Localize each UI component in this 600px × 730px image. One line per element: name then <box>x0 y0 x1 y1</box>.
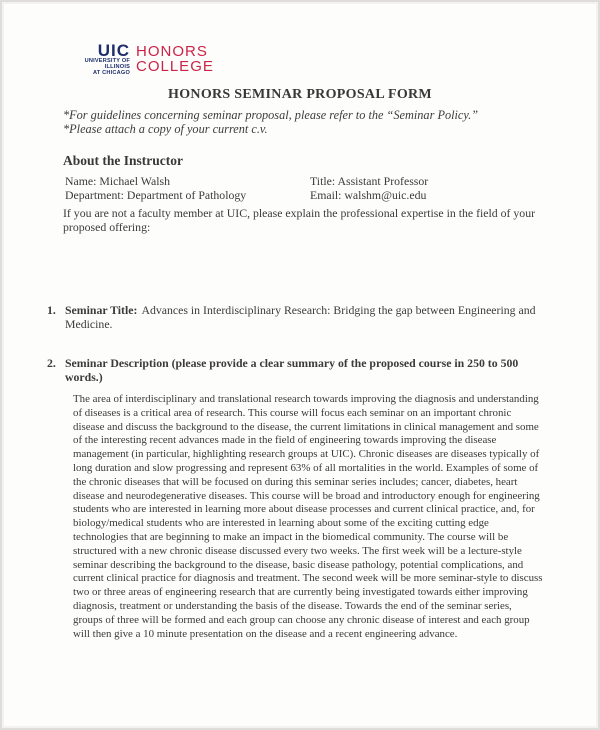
uic-honors-college-logo <box>64 41 214 76</box>
instructor-department-line <box>65 188 246 202</box>
university-of-illinois-text: UNIVERSITY OF ILLINOIS <box>84 58 130 70</box>
email-value: walshm@uic.edu <box>344 188 427 202</box>
name-label: Name: <box>65 174 97 188</box>
question-1-text <box>65 304 543 332</box>
instructor-title-line <box>310 174 428 188</box>
seminar-title-answer: Advances in Interdisciplinary Research: Bridging the gap between Engineering and Medicine. <box>65 303 536 331</box>
question-2-seminar-description <box>47 357 543 385</box>
uic-logo-mark <box>64 41 130 76</box>
college-text: COLLEGE <box>136 58 214 75</box>
title-label: Title: <box>310 174 336 188</box>
department-label: Department: <box>65 188 124 202</box>
question-1-seminar-title <box>47 304 543 332</box>
seminar-title-label: Seminar Title: <box>65 303 138 317</box>
instructor-email-line <box>310 188 428 202</box>
instructor-info-left-column <box>65 174 246 202</box>
guideline-notes <box>63 109 553 137</box>
guideline-note-cv: *Please attach a copy of your current c.v. <box>63 121 268 136</box>
title-value: Assistant Professor <box>337 174 429 188</box>
department-value: Department of Pathology <box>126 188 247 202</box>
question-2-text <box>65 357 543 385</box>
honors-text: HONORS <box>136 43 208 60</box>
name-value: Michael Walsh <box>99 174 170 188</box>
seminar-description-label: Seminar Description (please provide a clear summary of the proposed course in 250 to 500 words.) <box>65 356 519 384</box>
instructor-name-line <box>65 174 246 188</box>
instructor-info-right-column <box>310 174 428 202</box>
uic-logo-text: UIC <box>97 41 130 60</box>
page-title: HONORS SEMINAR PROPOSAL FORM <box>168 87 432 102</box>
email-label: Email: <box>310 188 342 202</box>
about-instructor-heading: About the Instructor <box>63 153 183 168</box>
question-2-number: 2. <box>47 356 56 370</box>
question-1-number: 1. <box>47 303 56 317</box>
at-chicago-text: AT CHICAGO <box>92 70 130 76</box>
honors-college-wordmark <box>136 44 214 74</box>
non-faculty-prompt: If you are not a faculty member at UIC, please explain the professional expertise in the field of your proposed offering: <box>63 206 536 234</box>
guideline-note-policy: *For guidelines concerning seminar proposal, please refer to the “Seminar Policy.” <box>63 108 479 122</box>
seminar-description-answer: The area of interdisciplinary and translational research towards improving the diagnosis and understanding of diseases is a critical area of research. This course will focus each seminar on an important chronic disease and discuss the background to the disease, the current limitations in clinical management and some of the interesting recent advances made in the field of engineering towards improving the disease management (in particular, highlighting research groups at UIC). Chronic diseases are diseases typically of long duration and slow progressing and represent 63% of all mortalities in the world. Examples of some of the chronic diseases that will be focused on during this seminar series includes; cancer, diabetes, heart disease and neurodegenerative diseases. This course will be broad and introductory enough for engineering students who are interested in learning more about disease processes and current clinical practice, and, for biology/medical students who are interested in learning about some of the exciting cutting edge technologies that are beginning to make an impact in the biomedical community. The course will be structured with a new chronic disease discussed every two weeks. The first week will be a lecture-style seminar describing the background to the disease, basic disease pathology, potential complications, and current clinical practice for diagnosis and treatment. The second week will be more seminar-style to discuss two or three areas of engineering research that are currently being investigated towards either improving diagnosis, treatment or understanding the basis of the disease. Towards the end of the seminar series, groups of three will be formed and each group can choose any chronic disease of interest and each group will then give a 10 minute presentation on the disease and a recent engineering advance. <box>73 393 543 640</box>
